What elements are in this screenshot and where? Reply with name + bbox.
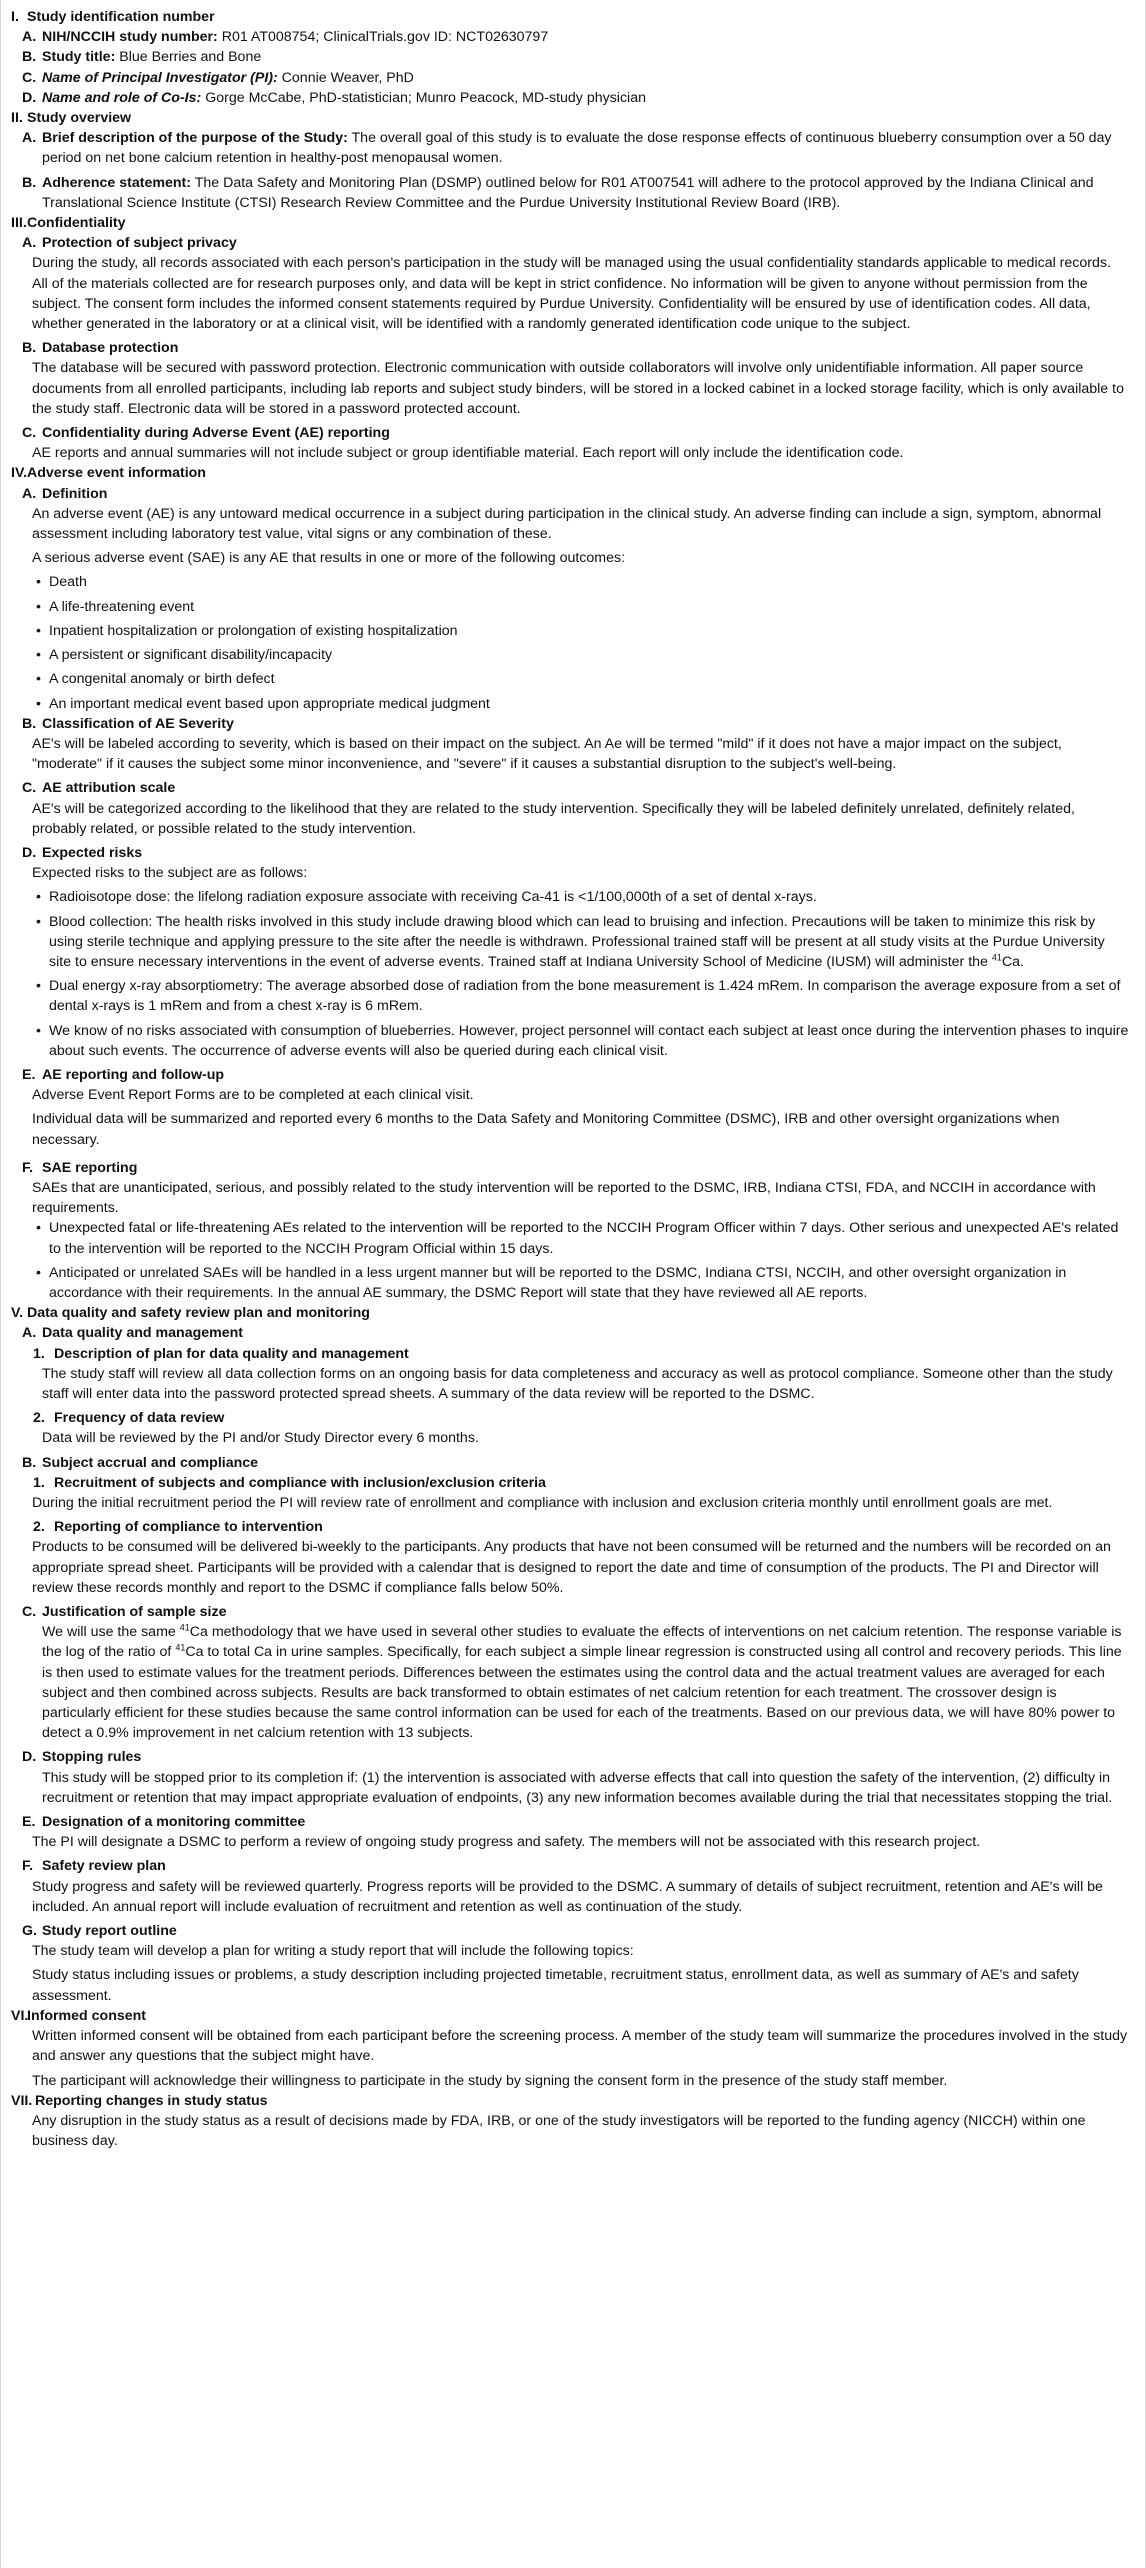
paragraph: This study will be stopped prior to its completion if: (1) the intervention is associated with adverse effects that call into question the safety of the intervention, (2) difficulty in recruitment or retention that may impact appropriate evaluation of endpoints, (3) any new information becomes available during the trial that necessitates stopping the trial. <box>42 1769 1113 1806</box>
paragraph: Individual data will be summarized and reported every 6 months to the Data Safety and Monitoring Committee (DSMC), IRB and other oversight organizations when necessary. <box>32 1111 1060 1148</box>
paragraph: A serious adverse event (SAE) is any AE that results in one or more of the following outcomes: <box>32 550 626 567</box>
list-item: • An important medical event based upon appropriate medical judgment <box>11 694 1135 714</box>
paragraph: Expected risks to the subject are as follows: <box>32 865 308 882</box>
item-d: D. Name and role of Co-Is: Gorge McCabe, PhD-statistician; Munro Peacock, MD-study physician <box>22 89 646 106</box>
list-item: • Dual energy x-ray absorptiometry: The average absorbed dose of radiation from the bone measurement is 1.424 mRem. In comparison the average exposure from a set of dental x-rays is 1 mRem and from a chest x-ray is 6 mRem. <box>11 976 1135 1016</box>
paragraph: The PI will designate a DSMC to perform a review of ongoing study progress and safety. The members will not be associated with this research project. <box>32 1834 981 1851</box>
item-a: A. NIH/NCCIH study number: R01 AT008754; ClinicalTrials.gov ID: NCT02630797 <box>22 29 549 46</box>
sub-subsection-heading: 1. Description of plan for data quality and management <box>33 1345 409 1362</box>
section-heading: III.Confidentiality <box>11 215 126 232</box>
list-item: • A persistent or significant disability/incapacity <box>11 645 1135 665</box>
paragraph: Products to be consumed will be delivered bi-weekly to the participants. Any products that have not been consumed will be returned and the numbers will be recorded on an appropriate spread sheet. Participants will be provided with a calendar that is designed to report the date and time of consumption of the products. The PI and Director will review these records monthly and report to the DSMC if compliance falls below 50%. <box>32 1539 1111 1596</box>
item-c: C. Name of Principal Investigator (PI): Connie Weaver, PhD <box>22 69 414 86</box>
paragraph: An adverse event (AE) is any untoward medical occurrence in a subject during participation in the clinical study. An adverse finding can include a sign, symptom, abnormal assessment including laboratory test value, vital signs or any combination of these. <box>32 505 1102 543</box>
paragraph: The study staff will review all data collection forms on an ongoing basis for data completeness and accuracy as well as protocol compliance. Someone other than the study staff will enter data into the password protected spread sheets. A summary of the data review will be reported to the DSMC. <box>42 1365 1113 1402</box>
section-heading: IV.Adverse event information <box>11 465 206 482</box>
subsection-heading: A. Definition <box>22 485 108 502</box>
sub-subsection-heading: 2. Frequency of data review <box>33 1410 225 1427</box>
paragraph: AE's will be categorized according to the likelihood that they are related to the study intervention. Specifically they will be labeled definitely unrelated, definitely related, probably related, or possible related to the study intervention. <box>32 800 1075 837</box>
paragraph: SAEs that are unanticipated, serious, and possibly related to the study intervention will be reported to the DSMC, IRB, Indiana CTSI, FDA, and NCCIH in accordance with requirements. <box>32 1179 1096 1217</box>
subsection-heading: E. AE reporting and follow-up <box>22 1066 225 1083</box>
item-b: B. Adherence statement: The Data Safety and Monitoring Plan (DSMP) outlined below for R01 AT007541 will adhere to the protocol approved by the Indiana Clinical and Translational Science Institute (CTSI) Research Review Committee and the Purdue University Institutional Review Board (IRB). <box>22 174 1094 211</box>
subsection-heading: D. Expected risks <box>22 844 143 861</box>
paragraph: Any disruption in the study status as a result of decisions made by FDA, IRB, or one of the study investigators will be reported to the funding agency (NICCH) within one business day. <box>32 2112 1086 2150</box>
list-item: • We know of no risks associated with consumption of blueberries. However, project personnel will contact each subject at least once during the intervention phases to inquire about such events. The occurrence of adverse events will also be queried during each clinical visit. <box>11 1021 1135 1061</box>
section-heading: V. Data quality and safety review plan and monitoring <box>11 1305 370 1322</box>
paragraph: AE's will be labeled according to severity, which is based on their impact on the subject. An Ae will be termed "mild" if it does not have a major impact on the subject, "moderate" if it causes the subject some minor inconvenience, and "severe" if it causes a substantial disruption to the subject's well-being. <box>32 735 1062 773</box>
subsection-heading: B. Classification of AE Severity <box>22 715 234 732</box>
subsection-heading: C. AE attribution scale <box>22 780 176 797</box>
section-heading: VII. Reporting changes in study status <box>11 2092 268 2109</box>
subsection-heading: G. Study report outline <box>22 1923 177 1940</box>
subsection-heading: A. Data quality and management <box>22 1325 244 1342</box>
list-item: • Radioisotope dose: the lifelong radiation exposure associate with receiving Ca-41 is <1/100,000th of a set of dental x-rays. <box>11 887 1135 907</box>
sub-subsection-heading: 2. Reporting of compliance to intervention <box>33 1519 323 1536</box>
paragraph: AE reports and annual summaries will not include subject or group identifiable material. Each report will only include the identification code. <box>32 445 904 462</box>
paragraph: We will use the same $^{41}$Ca methodology that we have used in several other studies to evaluate the effects of interventions on net calcium retention. The response variable is the log of the ratio of $^{41}$Ca to total Ca in urine samples. Specifically, for each subject a simple linear regression is constructed using all control and recovery periods. This line is then used to estimate values for the treatment periods. Differences between the estimates using the control data and the actual treatment values are averaged for each subject and then combined across subjects. Results are back transformed to obtain estimates of net calcium retention for each treatment. The crossover design is particularly efficient for these studies because the same control information can be used for each of the treatments. Based on our previous data, we will have 80% power to detect a 0.9% improvement in net calcium retention with 13 subjects. <box>42 1622 1122 1742</box>
list-item: • Death <box>11 572 1135 592</box>
paragraph: The study team will develop a plan for writing a study report that will include the following topics: <box>32 1943 634 1960</box>
section-heading: II. Study overview <box>11 110 132 127</box>
paragraph: During the initial recruitment period the PI will review rate of enrollment and compliance with inclusion and exclusion criteria monthly until enrollment goals are met. <box>32 1495 1053 1512</box>
list-item: • A life-threatening event <box>11 597 1135 617</box>
sub-subsection-heading: 1. Recruitment of subjects and compliance with inclusion/exclusion criteria <box>33 1474 546 1491</box>
paragraph: Study status including issues or problems, a study description including projected timetable, recruitment status, enrollment data, as well as summary of AE's and safety assessment. <box>32 1967 1079 2004</box>
subsection-heading: E. Designation of a monitoring committee <box>22 1814 306 1831</box>
section-heading: VI.Informed consent <box>11 2007 147 2024</box>
paragraph: The database will be secured with password protection. Electronic communication with outside collaborators will involve only unidentifiable information. All paper source documents from all enrolled participants, including lab reports and subject study binders, will be stored in a locked cabinet in a locked storage facility, which is only available to the study staff. Electronic data will be stored in a password protected account. <box>32 360 1124 417</box>
list-item: • Inpatient hospitalization or prolongation of existing hospitalization <box>11 621 1135 641</box>
paragraph: During the study, all records associated with each person's participation in the study will be managed using the usual confidentiality standards applicable to medical records. All of the materials collected are for research purposes only, and data will be kept in strict confidence. No information will be given to anyone without permission from the subject. The consent form includes the informed consent statements required by Purdue University. Confidentiality will be ensured by use of identification codes. All data, whether generated in the laboratory or at a clinical visit, will be identified with a randomly generated identification code unique to the subject. <box>32 255 1111 333</box>
list-item: • A congenital anomaly or birth defect <box>11 669 1135 689</box>
subsection-heading: C. Justification of sample size <box>22 1604 227 1621</box>
subsection-heading: F. SAE reporting <box>22 1159 138 1176</box>
list-item: • Unexpected fatal or life-threatening AEs related to the intervention will be reported to the NCCIH Program Officer within 7 days. Other serious and unexpected AE's related to the intervention will be reported to the NCCIH Program Official within 15 days. <box>11 1218 1135 1258</box>
subsection-heading: B. Subject accrual and compliance <box>22 1454 259 1471</box>
paragraph: Written informed consent will be obtained from each participant before the screening process. A member of the study team will summarize the procedures involved in the study and answer any questions that the subject might have. <box>32 2028 1128 2065</box>
item-b: B. Study title: Blue Berries and Bone <box>22 49 262 66</box>
subsection-heading: A. Protection of subject privacy <box>22 235 237 252</box>
subsection-heading: B. Database protection <box>22 340 179 357</box>
section-heading: I. Study identification number <box>11 9 215 25</box>
paragraph: Adverse Event Report Forms are to be completed at each clinical visit. <box>32 1087 474 1104</box>
subsection-heading: F. Safety review plan <box>22 1858 166 1875</box>
subsection-heading: C. Confidentiality during Adverse Event (AE) reporting <box>22 425 390 442</box>
list-item: • Blood collection: The health risks involved in this study include drawing blood which can lead to bruising and infection. Precautions will be taken to minimize this risk by using sterile technique and applying pressure to the site after the needle is withdrawn. Professional trained staff will be present at all study visits at the Purdue University site to ensure necessary interventions in the event of adverse events. Trained staff at Indiana University School of Medicine (IUSM) will administer the $^{41}$Ca. <box>11 912 1135 973</box>
paragraph: Study progress and safety will be reviewed quarterly. Progress reports will be provided to the DSMC. A summary of details of subject recruitment, retention and AE's will be included. An annual report will include evaluation of recruitment and retention as well as continuation of the study. <box>32 1878 1103 1915</box>
paragraph: Data will be reviewed by the PI and/or Study Director every 6 months. <box>42 1430 479 1447</box>
list-item: • Anticipated or unrelated SAEs will be handled in a less urgent manner but will be reported to the DSMC, Indiana CTSI, NCCIH, and other oversight organization in accordance with their requirements. In the annual AE summary, the DSMC Report will state that they have reviewed all AE reports. <box>11 1263 1135 1303</box>
item-a: A. Brief description of the purpose of the Study: The overall goal of this study is to evaluate the dose response effects of continuous blueberry consumption over a 50 day period on net bone calcium retention in healthy-post menopausal women. <box>22 130 1112 167</box>
paragraph: The participant will acknowledge their willingness to participate in the study by signing the consent form in the presence of the study staff member. <box>32 2072 948 2089</box>
subsection-heading: D. Stopping rules <box>22 1749 142 1766</box>
